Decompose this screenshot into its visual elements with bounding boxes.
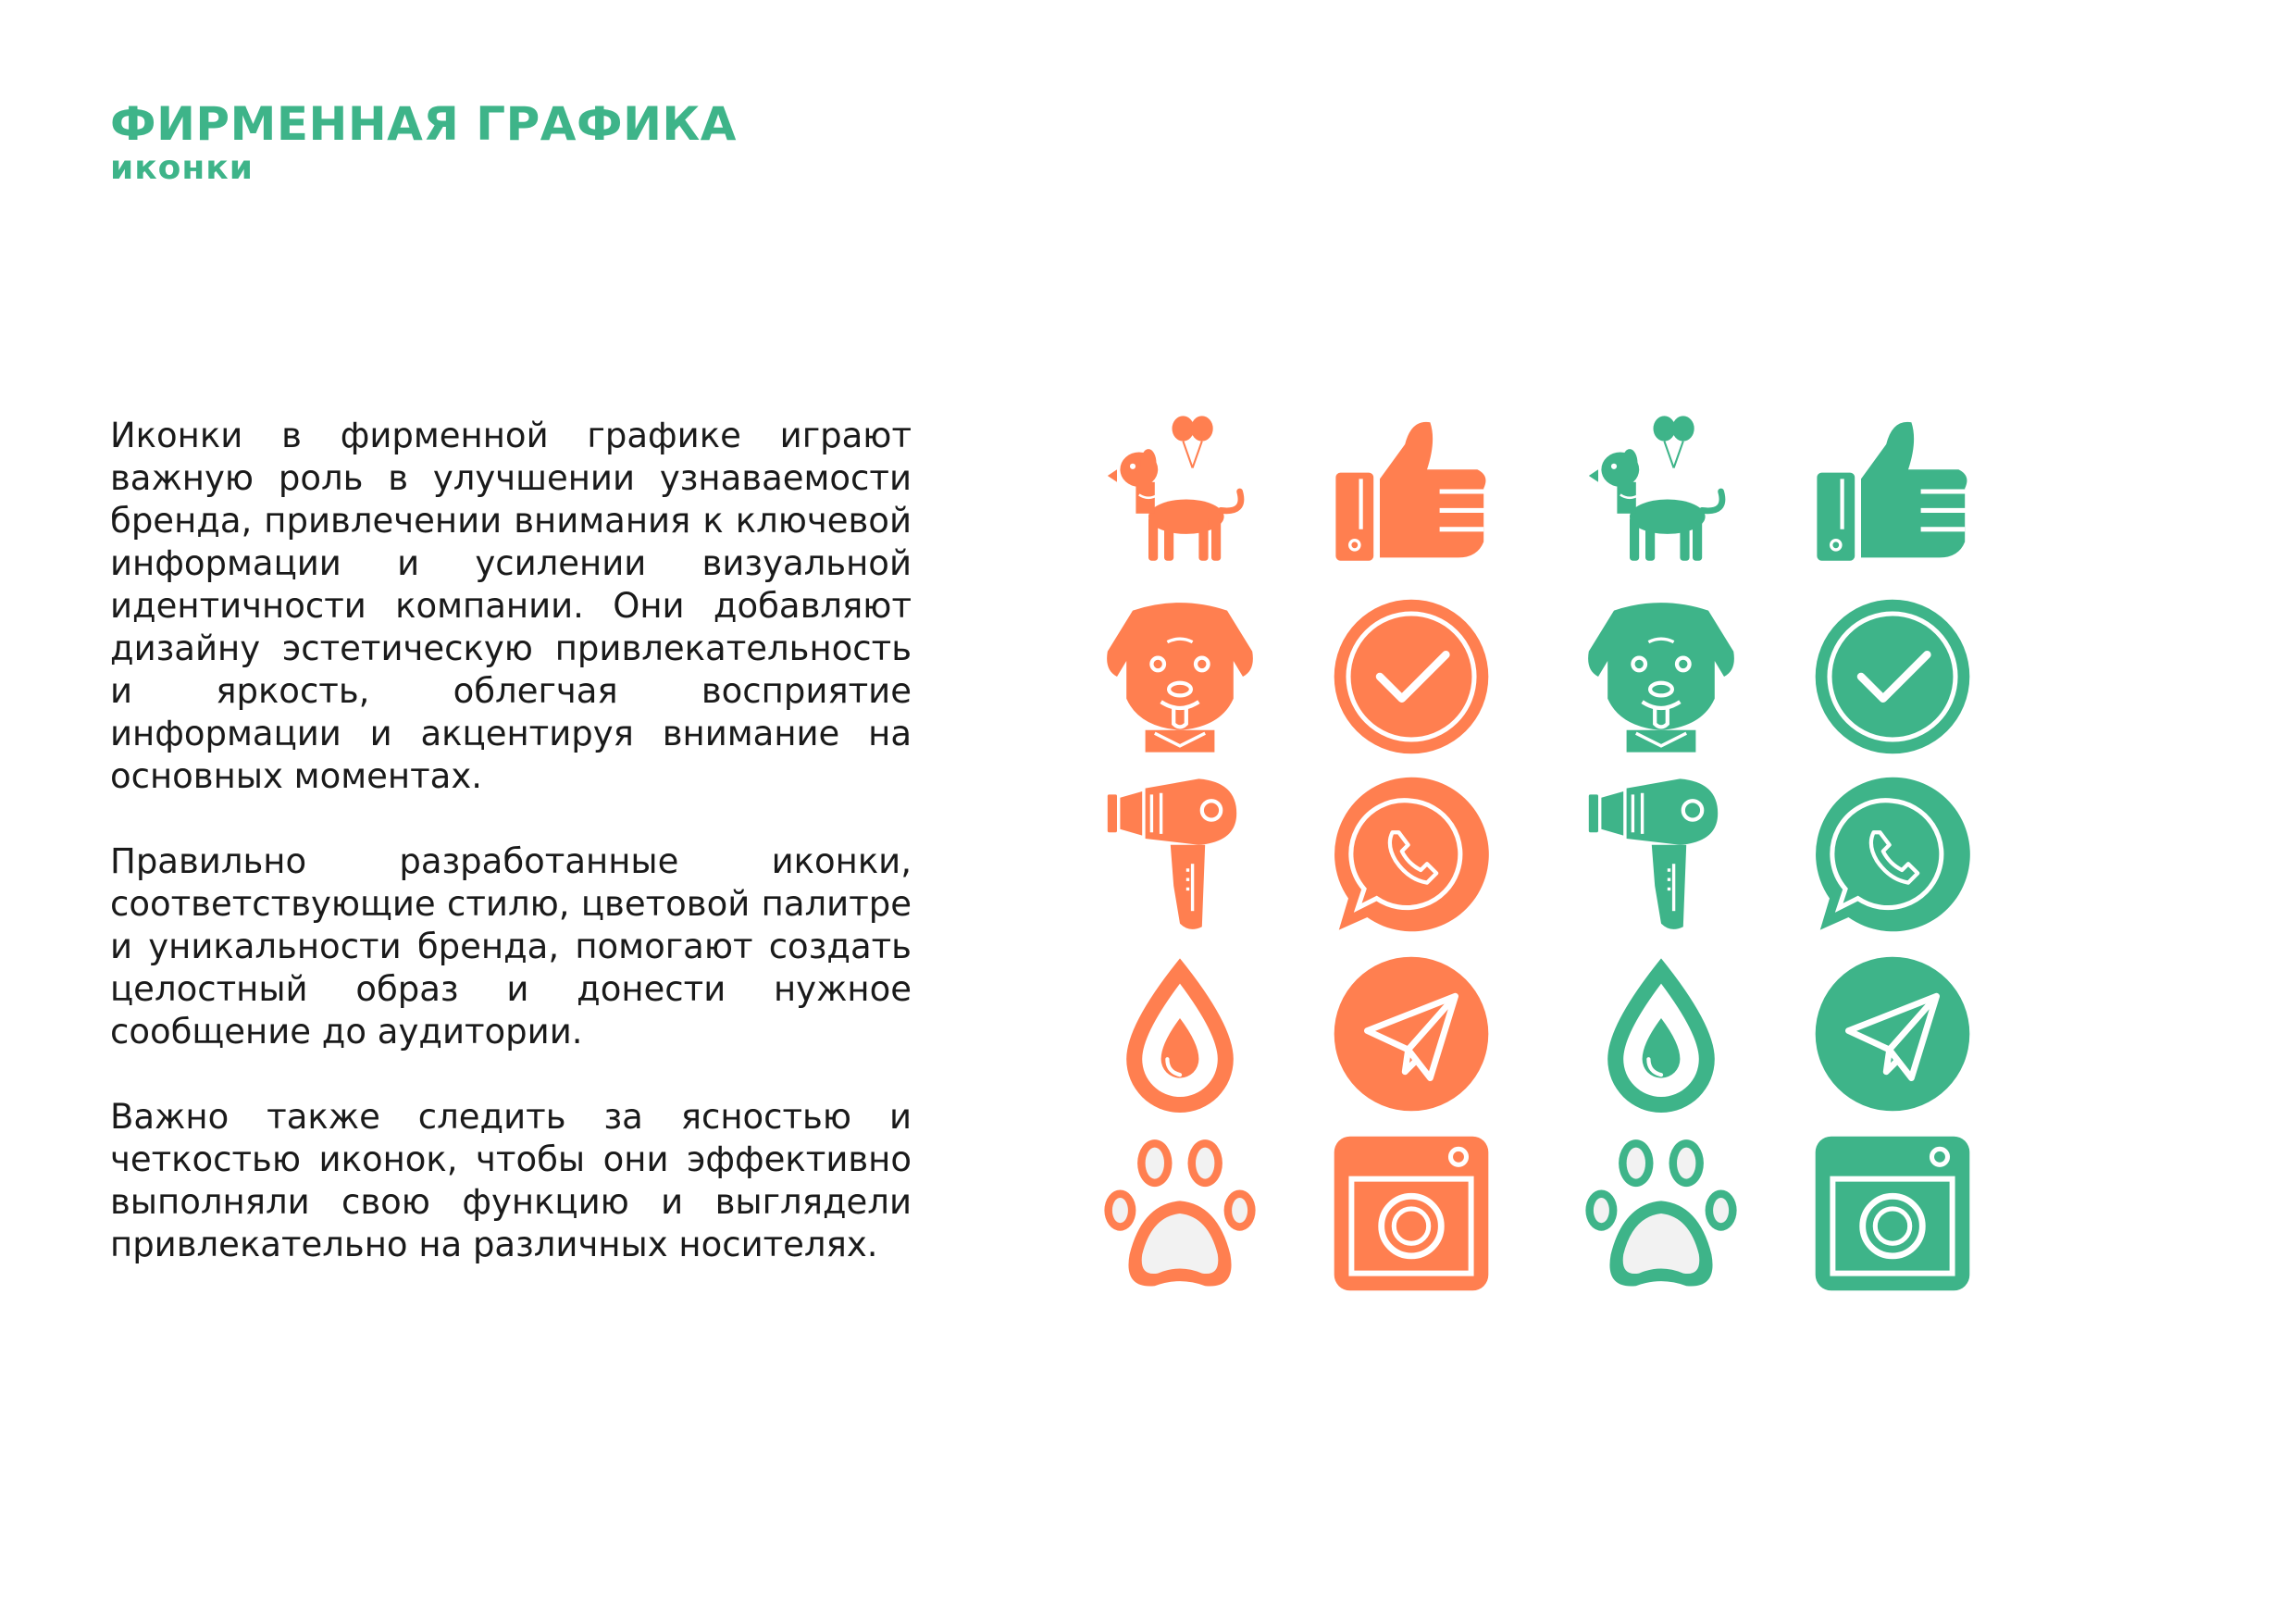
drop-icon	[1582, 955, 1740, 1113]
hair-dryer-icon	[1582, 776, 1740, 933]
icon-grid	[1101, 413, 2036, 1301]
paragraph: Важно также следить за ясностью и четкостью иконок, чтобы они эффективно выполняли свою функцию и выглядели привлекательно на различных носителях.	[110, 1097, 912, 1264]
paragraph: Иконки в фирменной графике играют важную роль в улучшении узнаваемости бренда, привлечении внимания к ключевой информации и усилении визуальной идентичности компании. Они добавляют дизайну эстетическую привлекательность и яркость, облегчая восприятие информации и акцентируя внимание на основных моментах.	[110, 416, 912, 796]
paw-icon	[1582, 1135, 1740, 1292]
dog-face-icon	[1582, 598, 1740, 755]
description	[110, 415, 912, 1309]
instagram-icon	[1333, 1135, 1490, 1292]
dog-face-icon	[1101, 598, 1259, 755]
page-title: ФИРМЕННАЯ ГРАФИКА	[110, 97, 737, 151]
drop-icon	[1101, 955, 1259, 1113]
dog-with-balloons-icon	[1101, 413, 1259, 570]
paragraph: Правильно разработанные иконки, соответствующие стилю, цветовой палитре и уникальности бренда, помогают создать целостный образ и донести нужное сообщение до аудитории.	[110, 841, 912, 1052]
telegram-icon	[1333, 955, 1490, 1113]
whatsapp-icon	[1814, 776, 1971, 933]
check-circle-icon	[1333, 598, 1490, 755]
dog-with-balloons-icon	[1582, 413, 1740, 570]
thumbs-up-icon	[1333, 413, 1490, 570]
whatsapp-icon	[1333, 776, 1490, 933]
instagram-icon	[1814, 1135, 1971, 1292]
paw-icon	[1101, 1135, 1259, 1292]
thumbs-up-icon	[1814, 413, 1971, 570]
hair-dryer-icon	[1101, 776, 1259, 933]
check-circle-icon	[1814, 598, 1971, 755]
telegram-icon	[1814, 955, 1971, 1113]
page-subtitle: иконки	[110, 149, 254, 187]
